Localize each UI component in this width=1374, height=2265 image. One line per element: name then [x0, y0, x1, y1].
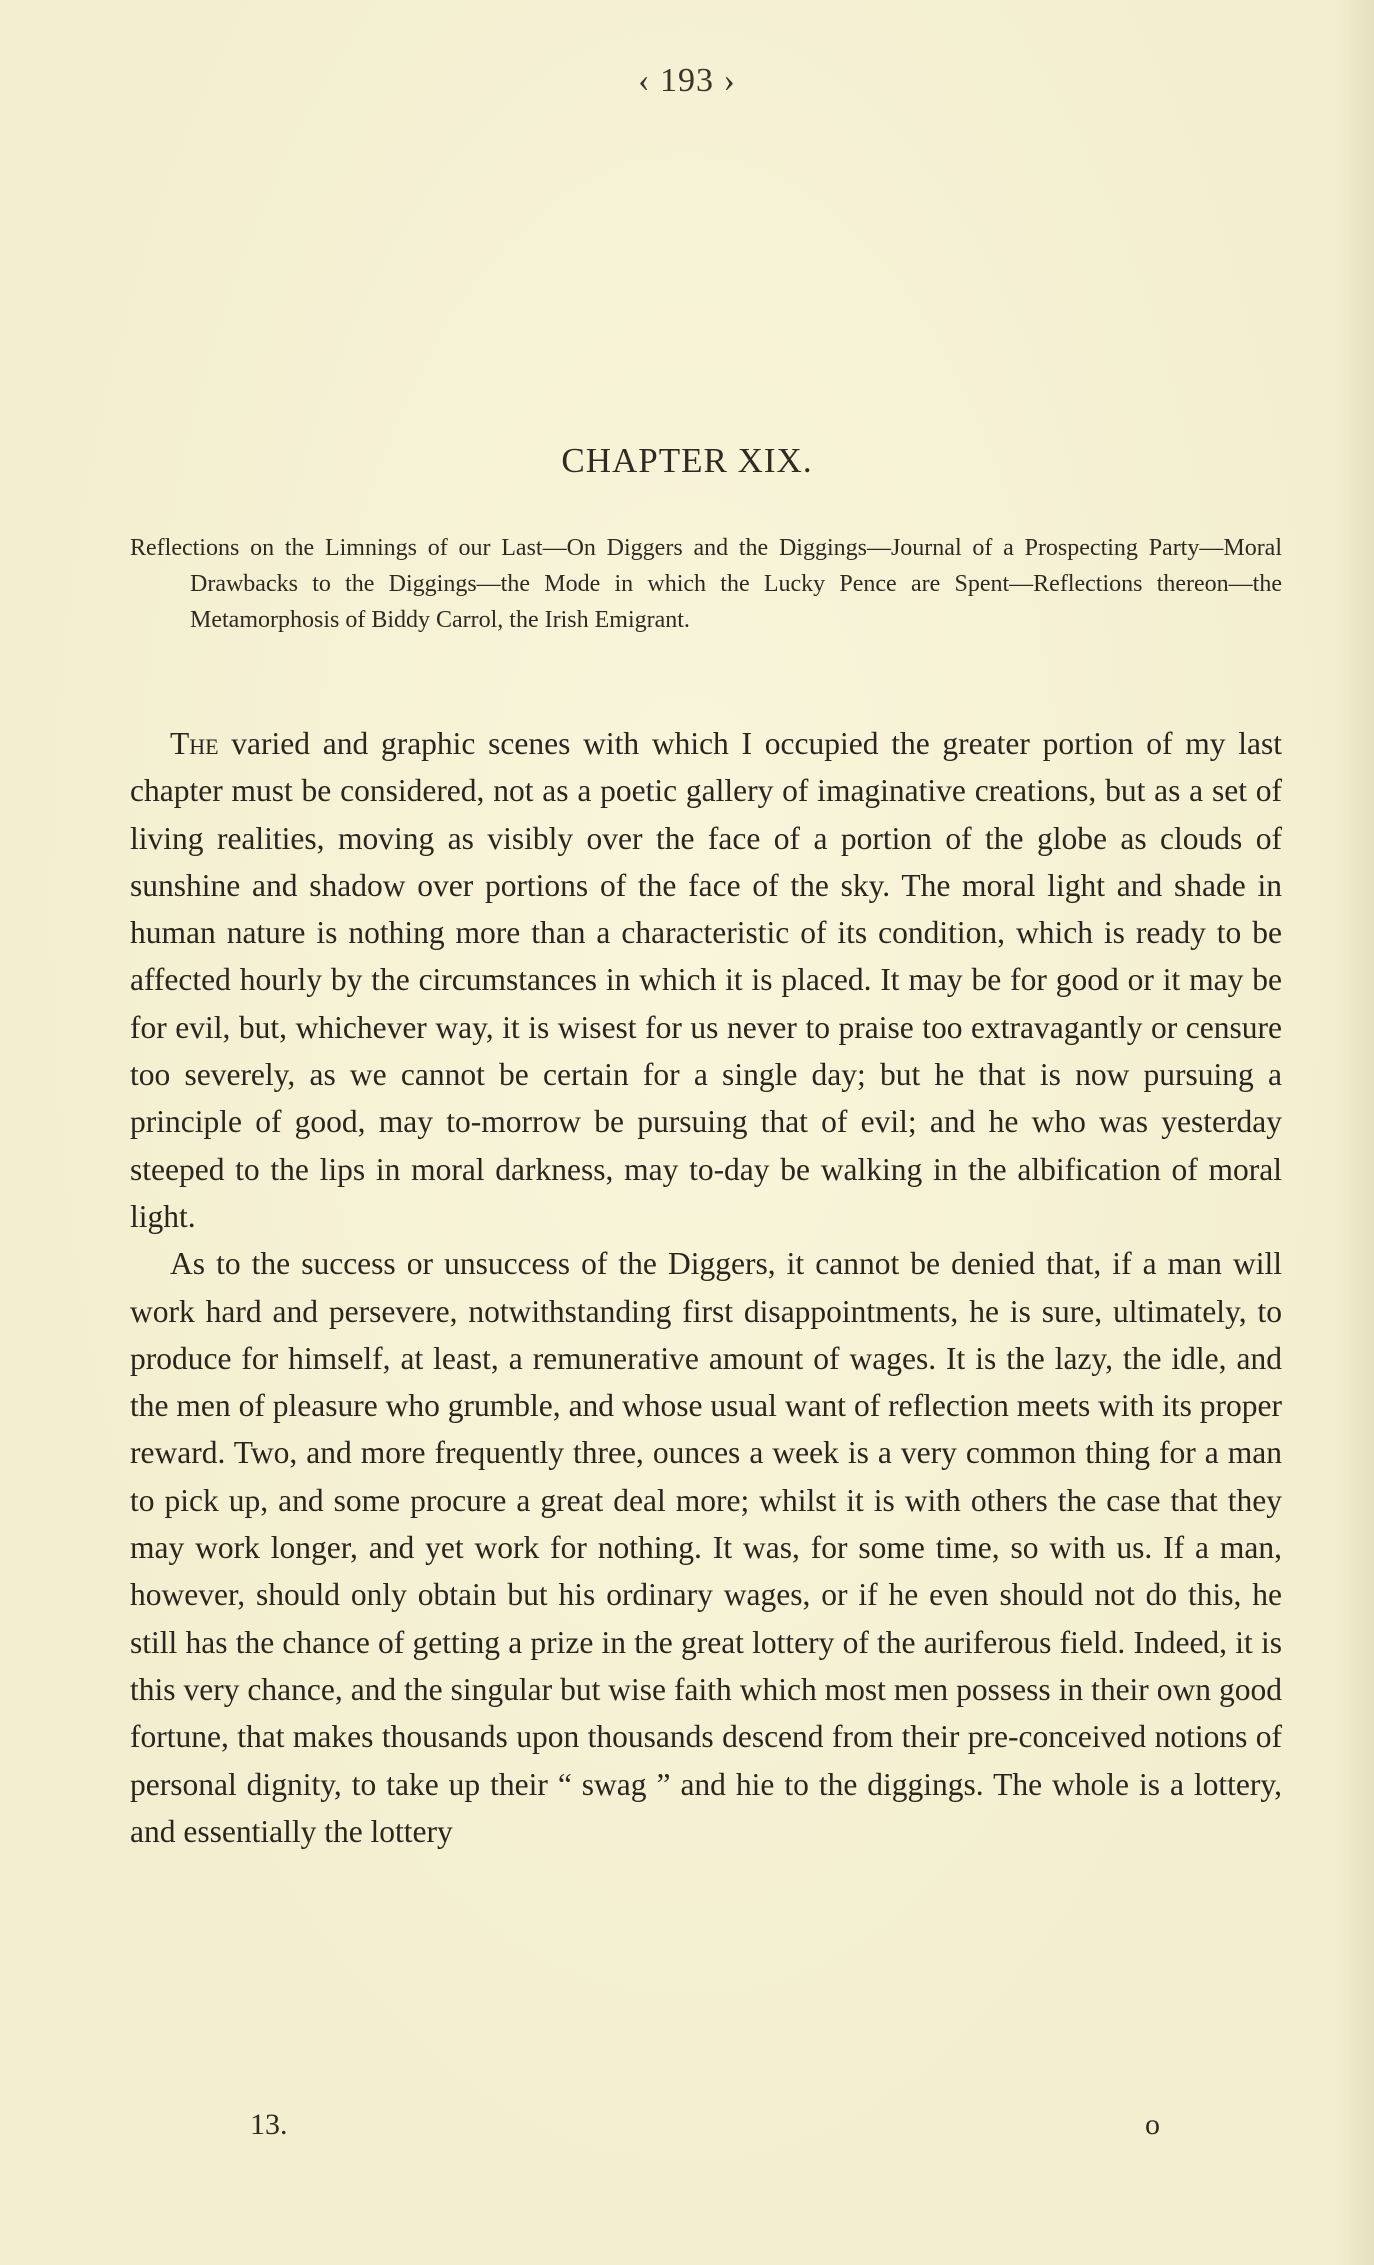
- paragraph-1-text: varied and graphic scenes with which I occupied the greater portion of my last chapter must be considered, not as a poetic gallery of imaginative creations, but as a set of living realities, moving as visibly over the face of a portion of the globe as clouds of sunshine and shadow over portions of the face of the sky. The moral light and shade in human nature is nothing more than a characteristic of its condition, which is ready to be affected hourly by the circumstances in which it is placed. It may be for good or it may be for evil, but, whichever way, it is wisest for us never to praise too extravagantly or censure too severely, as we cannot be certain for a single day; but he that is now pursuing a principle of good, may to-morrow be pursuing that of evil; and he who was yesterday steeped to the lips in moral darkness, may to-day be walking in the albification of moral light.: [130, 726, 1282, 1234]
- body-text: [130, 720, 1282, 1855]
- paragraph-1-lead-word: The: [170, 726, 219, 761]
- page-edge-shadow: [1334, 0, 1374, 2265]
- gathering-mark: o: [1145, 2108, 1160, 2141]
- page-number: ‹ 193 ›: [638, 62, 736, 99]
- paragraph-2: As to the success or unsuccess of the Diggers, it cannot be denied that, if a man will work hard and persevere, notwithstanding first disappointments, he is sure, ultimately, to produce for himself, at least, a remunerative amount of wages. It is the lazy, the idle, and the men of pleasure who grumble, and whose usual want of reflection meets with its proper reward. Two, and more frequently three, ounces a week is a very common thing for a man to pick up, and some procure a great deal more; whilst it is with others the case that they may work longer, and yet work for nothing. It was, for some time, so with us. If a man, however, should only obtain but his ordinary wages, or if he even should not do this, he still has the chance of getting a prize in the great lottery of the auriferous field. Indeed, it is this very chance, and the singular but wise faith which most men possess in their own good fortune, that makes thousands upon thousands descend from their pre-conceived notions of personal dignity, to take up their “ swag ” and hie to the diggings. The whole is a lottery, and essentially the lottery: [130, 1246, 1282, 1849]
- paragraph-1: [130, 720, 1282, 1240]
- chapter-synopsis: [130, 530, 1282, 638]
- chapter-synopsis-text: Reflections on the Limnings of our Last—On Diggers and the Diggings—Journal of a Prospecting Party—Moral Drawbacks to the Diggings—the Mode in which the Lucky Pence are Spent—Reflections thereon—the Metamorphosis of Biddy Carrol, the Irish Emigrant.: [130, 535, 1282, 633]
- chapter-title: CHAPTER XIX.: [561, 441, 813, 480]
- signature-mark: 13.: [250, 2108, 288, 2141]
